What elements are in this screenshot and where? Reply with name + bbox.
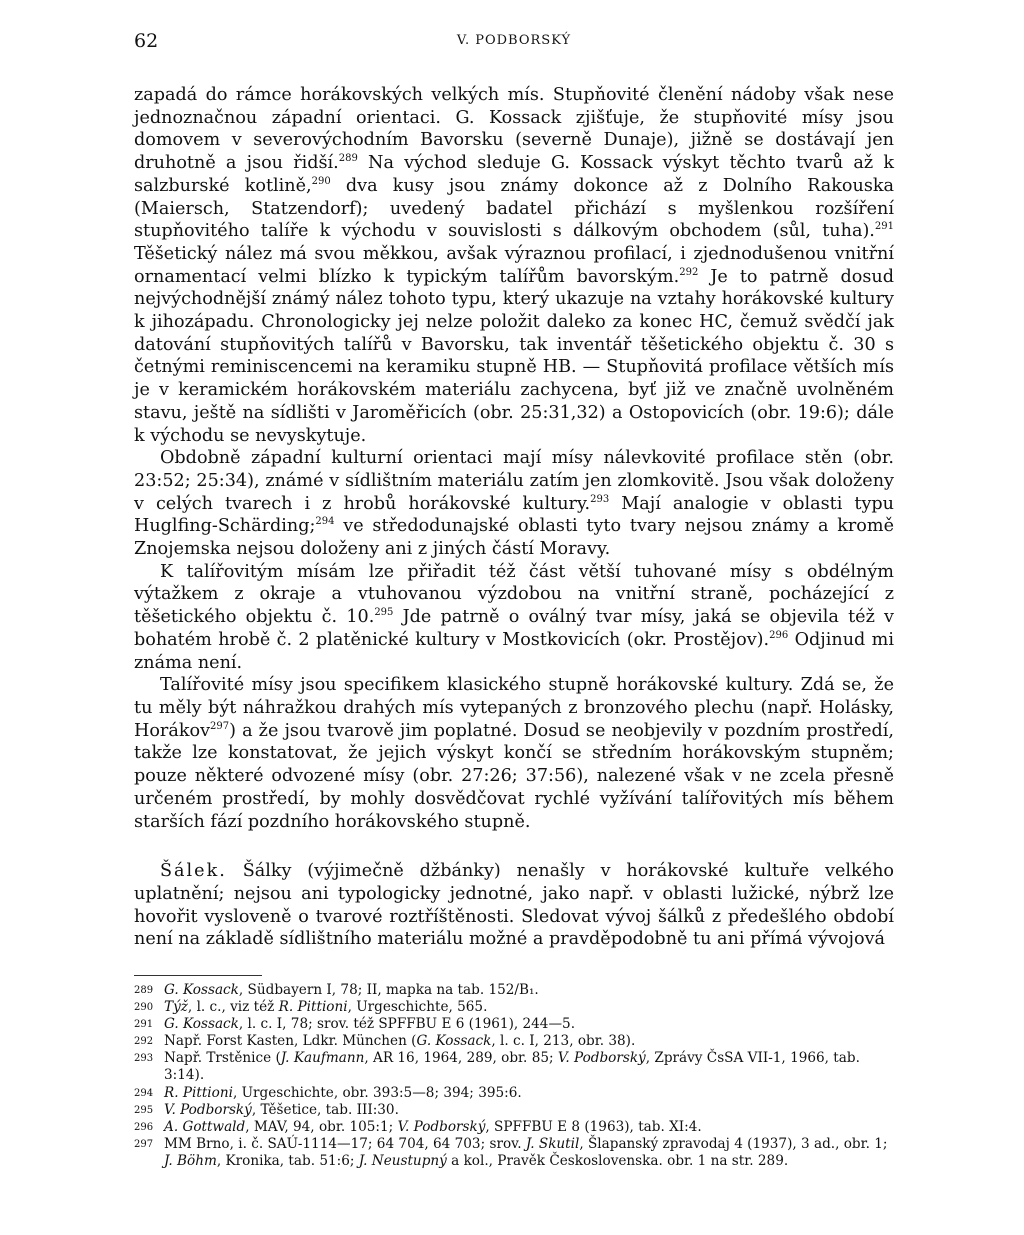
text-run: Jde patrně o oválný tvar mísy, jaká se objevila též v bohatém hrobě č. 2 platěnické kultury v Mostkovicích (okr. Prostějov). — [134, 607, 894, 650]
text-run: Odjinud mi známa není. — [134, 629, 894, 673]
footnote — [134, 1136, 894, 1170]
footnote-text — [164, 1033, 635, 1049]
footnote-number: 293 — [134, 1053, 154, 1065]
footnote-number: 297 — [134, 1138, 154, 1150]
footnote-text — [164, 1136, 888, 1169]
running-head: V. PODBORSKÝ — [456, 33, 572, 48]
footnote — [134, 999, 894, 1016]
footnote-reference: 296 — [769, 629, 789, 641]
footnote-number: 292 — [134, 1036, 154, 1048]
text-run: , Zprávy ČsSA VII-1, 1966, tab. 3:14). — [164, 1050, 860, 1084]
footnote-number: 289 — [134, 985, 154, 997]
author-name: Týž — [164, 999, 188, 1016]
footnote — [134, 1033, 894, 1050]
footnote-text — [164, 1050, 860, 1083]
footnote-divider — [134, 975, 262, 976]
text-run: , Urgeschichte, obr. 393:5—8; 394; 395:6. — [232, 1084, 522, 1101]
text-run: , Těšetice, tab. III:30. — [251, 1101, 399, 1118]
text-run: Obdobně západní kulturní orientaci mají mísy nálevkovité profilace stěn (obr. 23:52; 25:34), známé v sídlištním materiálu zatím jen zlomkovitě. Jsou však doloženy v celých tvarech i z hrobů horákovské kultury. — [134, 448, 894, 514]
author-name: R. Pittioni — [278, 999, 348, 1016]
text-run: K talířovitým mísám lze přiřadit též část větší tuhované mísy s obdélným výtažkem z okraje a vtuhovanou výzdobou na vnitřní straně, pocházející z těšetického objektu č. 10. — [134, 561, 894, 628]
footnote — [134, 982, 894, 999]
footnote-reference: 291 — [874, 221, 894, 233]
text-run: Šálky (výjimečně džbánky) nenašly v horákovské kultuře velkého uplatnění; nejsou ani typologicky jednotné, jako např. v oblasti lužické, nýbrž lze hovořit vysloveně o tvarové roztříštěnosti. Sledovat vývoj šálků z předešlého období není na základě sídlištního materiálu možné a pravděpodobně tu ani přímá vývojová — [134, 861, 894, 950]
text-run: , l. c., viz též — [187, 999, 279, 1016]
text-run: , Šlapanský zpravodaj 4 (1937), 3 ad., obr. 1; — [579, 1135, 888, 1152]
footnote-reference: 294 — [315, 516, 335, 528]
page-header — [134, 30, 894, 70]
footnote-number: 294 — [134, 1087, 154, 1099]
paragraph — [134, 447, 894, 561]
text-run: , Südbayern I, 78; II, mapka na tab. 152/B₁. — [238, 982, 539, 999]
page — [134, 30, 894, 1170]
footnote-reference: 293 — [590, 493, 610, 505]
author-name: J. Böhm — [164, 1152, 217, 1169]
author-name: G. Kossack — [164, 982, 239, 999]
text-run: ve středodunajské oblasti tyto tvary nejsou známy a kromě Znojemska nejsou doloženy ani z jiných částí Moravy. — [134, 516, 894, 560]
author-name: J. Kaufmann — [280, 1050, 365, 1067]
section-gap — [134, 833, 894, 860]
text-run: , SPFFBU E 8 (1963), tab. XI:4. — [485, 1118, 702, 1135]
text-run: Talířovité mísy jsou specifikem klasického stupně horákovské kultury. Zdá se, že tu měly být náhražkou drahých mís vytepaných z bronzového plechu (např. Holásky, Horákov — [134, 675, 894, 741]
footnote-number: 295 — [134, 1104, 154, 1116]
text-run: zapadá do rámce horákovských velkých mís. Stupňovité členění nádoby však nese jednoznačnou západní orientaci. G. Kossack zjišťuje, že stupňovité mísy jsou domovem v severovýchodním Bavorsku (severně Dunaje), jižně se dostávají jen druhotně a jsou řidší. — [134, 85, 894, 174]
footnote-text — [164, 1085, 522, 1101]
footnote — [134, 1050, 894, 1084]
footnote-number: 290 — [134, 1002, 154, 1014]
text-run: , l. c. I, 213, obr. 38). — [491, 1033, 636, 1050]
body-text — [134, 84, 894, 951]
footnote — [134, 1102, 894, 1119]
footnote-text — [164, 1102, 399, 1118]
footnote-reference: 292 — [679, 266, 699, 278]
footnote-reference: 290 — [311, 175, 331, 187]
paragraph — [134, 84, 894, 447]
footnote-reference: 295 — [374, 607, 394, 619]
paragraph — [134, 860, 894, 951]
footnote-number: 291 — [134, 1019, 154, 1031]
paragraph — [134, 561, 894, 675]
footnote-reference: 297 — [210, 720, 230, 732]
footnote-text — [164, 1119, 702, 1135]
author-name: V. Podborský — [397, 1118, 486, 1135]
author-name: G. Kossack — [164, 1016, 239, 1033]
footnote — [134, 1119, 894, 1136]
footnote-text — [164, 999, 487, 1015]
text-run: a kol., Pravěk Československa. obr. 1 na str. 289. — [446, 1152, 789, 1169]
footnote — [134, 1085, 894, 1102]
author-name: J. Skutil — [525, 1135, 580, 1152]
text-run: , Urgeschichte, 565. — [347, 999, 488, 1016]
author-name: A. Gottwald — [164, 1118, 246, 1135]
footnote-reference: 289 — [338, 153, 358, 165]
text-run: , l. c. I, 78; srov. též SPFFBU E 6 (1961), 244—5. — [238, 1016, 576, 1033]
footnotes — [134, 982, 894, 1170]
footnote — [134, 1016, 894, 1033]
text-run: Na východ sleduje G. Kossack výskyt těchto tvarů až k salzburské kotlině, — [134, 153, 895, 196]
text-run: MM Brno, i. č. SAÚ-1114—17; 64 704, 64 703; srov. — [164, 1135, 526, 1152]
text-run: Těšetický nález má svou měkkou, avšak výraznou profilací, i zjednodušenou vnitřní ornamentací velmi blízko k typickým talířům bavorským. — [134, 243, 894, 287]
author-name: J. Neustupný — [358, 1152, 447, 1169]
text-run: Mají analogie v oblasti typu Huglfing-Schärding; — [134, 493, 894, 537]
author-name: R. Pittioni — [164, 1084, 233, 1101]
text-run: dva kusy jsou známy dokonce až z Dolního Rakouska (Maiersch, Statzendorf); uvedený badatel přichází s myšlenkou rozšíření stupňovitého talíře k východu v souvislosti s dálkovým obchodem (sůl, tuha). — [134, 175, 894, 242]
paragraph — [134, 674, 894, 833]
author-name: G. Kossack — [416, 1033, 492, 1050]
footnote-text — [164, 1016, 575, 1032]
text-run: ) a že jsou tvarově jim poplatné. Dosud se neobjevily v pozdním prostředí, takže lze konstatovat, že jejich výskyt končí se středním horákovským stupněm; pouze některé odvozené mísy (obr. 27:26; 37:56), nalezené však v ne zcela přesně určeném prostředí, by mohly dosvědčovat rychlé vyžívání talířovitých mís během starších fází pozdního horákovského stupně. — [134, 720, 894, 832]
text-run: , Kronika, tab. 51:6; — [216, 1152, 359, 1169]
text-run: , AR 16, 1964, 289, obr. 85; — [364, 1050, 558, 1067]
author-name: V. Podborský — [557, 1050, 646, 1067]
page-number: 62 — [134, 30, 159, 52]
footnote-number: 296 — [134, 1121, 154, 1133]
text-run: Např. Forst Kasten, Ldkr. München ( — [164, 1033, 417, 1050]
section-heading: Šálek. — [160, 861, 227, 882]
author-name: V. Podborský — [164, 1101, 252, 1118]
text-run: Je to patrně dosud nejvýchodnější známý nález tohoto typu, který ukazuje na vztahy horákovské kultury k jihozápadu. Chronologicky jej nelze položit daleko za konec HC, čemuž svědčí jak datování stupňovitých talířů v Bavorsku, tak inventář těšetického objektu č. 30 s četnými reminiscencemi na keramiku stupně HB. — Stupňovitá profilace větších mís je v keramickém horákovském materiálu zachycena, byť již ve značně uvolněném stavu, ještě na sídlišti v Jaroměřicích (obr. 25:31,32) a Ostopovicích (obr. 19:6); dále k východu se nevyskytuje. — [134, 266, 894, 446]
text-run: Např. Trstěnice ( — [164, 1050, 281, 1067]
text-run: , MAV, 94, obr. 105:1; — [245, 1118, 398, 1135]
footnote-text — [164, 982, 539, 998]
